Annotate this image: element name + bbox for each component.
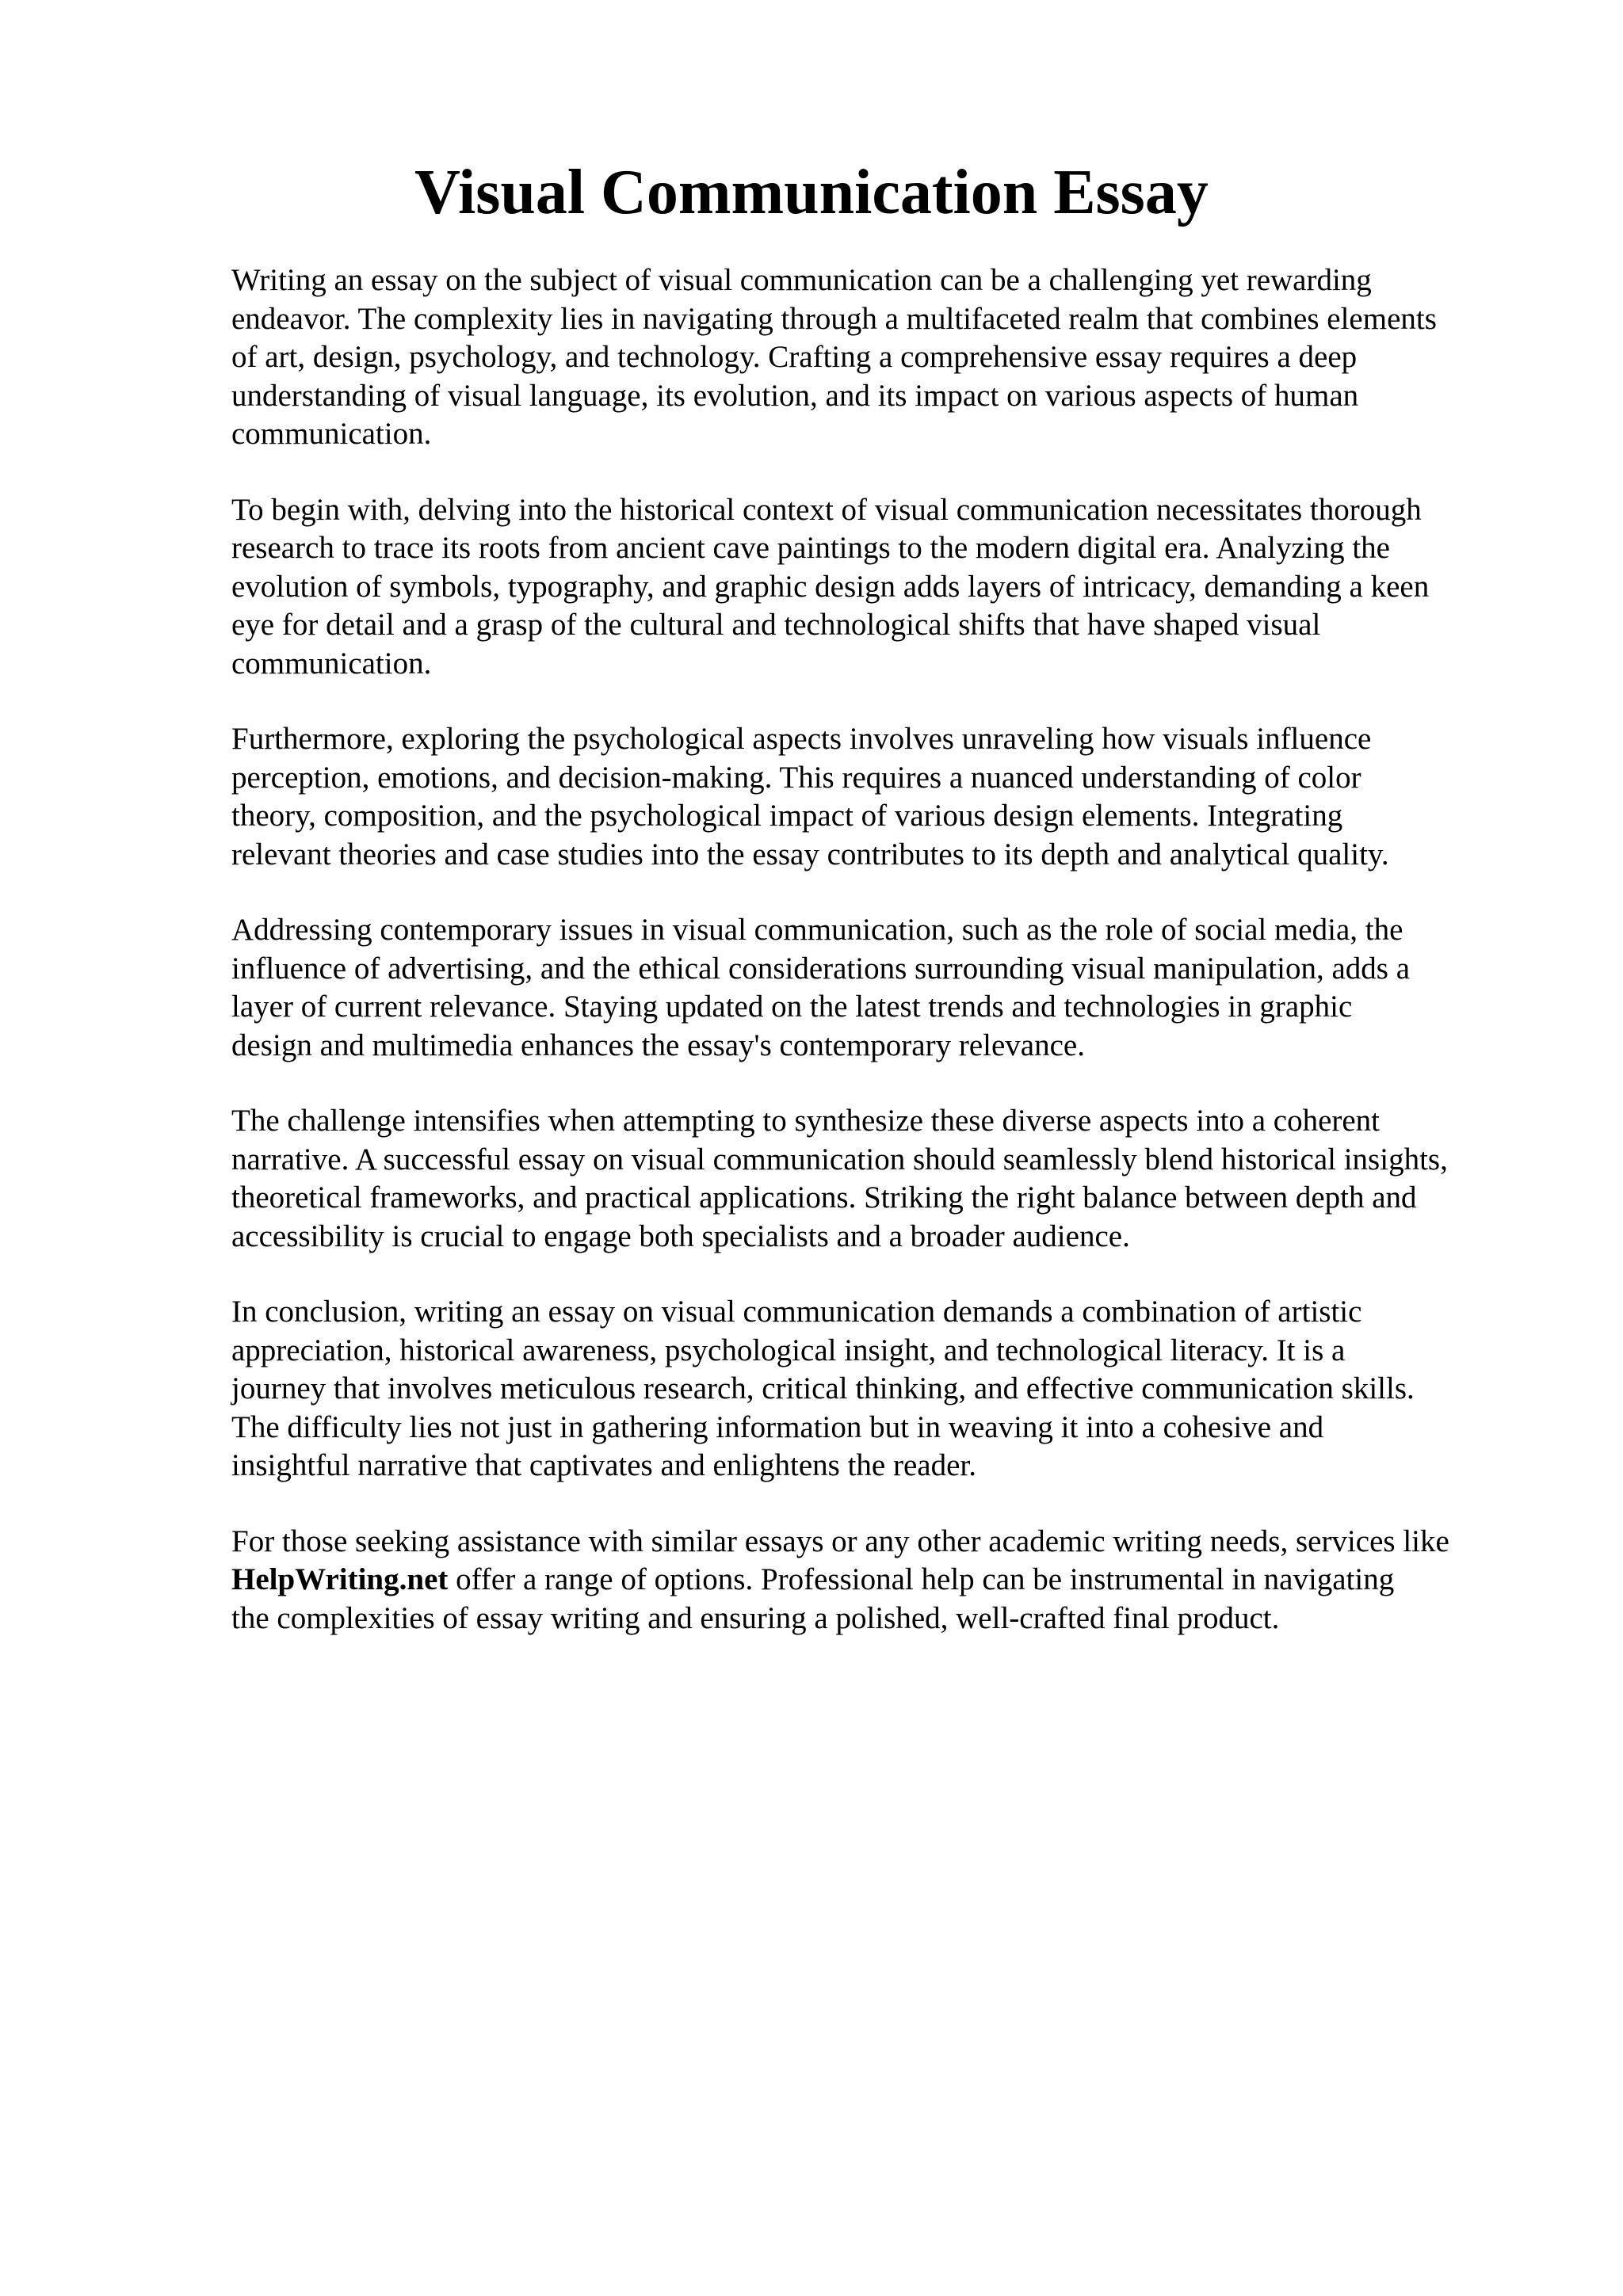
- text-line: theoretical frameworks, and practical applications. Striking the right balance between depth and: [231, 1180, 1417, 1215]
- text-line: eye for detail and a grasp of the cultural and technological shifts that have shaped visual: [231, 608, 1321, 642]
- text-line: design and multimedia enhances the essay's contemporary relevance.: [231, 1028, 1085, 1062]
- text-line: perception, emotions, and decision-making. This requires a nuanced understanding of color: [231, 760, 1361, 795]
- closing-line-2-text: offer a range of options. Professional help can be instrumental in navigating: [448, 1562, 1395, 1596]
- text-line: the complexities of essay writing and ensuring a polished, well-crafted final product.: [231, 1600, 1280, 1635]
- text-line: accessibility is crucial to engage both specialists and a broader audience.: [231, 1219, 1130, 1253]
- text-line: theory, composition, and the psychological impact of various design elements. Integrating: [231, 799, 1343, 833]
- text-line: evolution of symbols, typography, and graphic design adds layers of intricacy, demanding a keen: [231, 569, 1430, 604]
- essay-body: [231, 261, 1539, 1675]
- page-title: Visual Communication Essay: [414, 158, 1209, 227]
- text-line: To begin with, delving into the historical context of visual communication necessitates thorough: [231, 492, 1422, 527]
- text-line: journey that involves meticulous research, critical thinking, and effective communication skills.: [231, 1371, 1415, 1405]
- paragraph-2: [231, 491, 1539, 684]
- text-line: The difficulty lies not just in gathering information but in weaving it into a cohesive and: [231, 1409, 1324, 1444]
- text-line: of art, design, psychology, and technology. Crafting a comprehensive essay requires a deep: [231, 340, 1358, 374]
- text-line: endeavor. The complexity lies in navigating through a multifaceted realm that combines elements: [231, 301, 1437, 336]
- paragraph-1: [231, 261, 1539, 454]
- closing-paragraph: [231, 1523, 1539, 1638]
- text-line: For those seeking assistance with similar essays or any other academic writing needs, services like: [231, 1524, 1449, 1558]
- text-line: research to trace its roots from ancient cave paintings to the modern digital era. Analyzing the: [231, 531, 1390, 565]
- text-line: In conclusion, writing an essay on visual communication demands a combination of artistic: [231, 1295, 1362, 1329]
- text-line: Furthermore, exploring the psychological aspects involves unraveling how visuals influence: [231, 722, 1372, 756]
- paragraph-5: [231, 1102, 1539, 1256]
- text-line: communication.: [231, 417, 432, 451]
- text-line: communication.: [231, 646, 432, 681]
- text-line: layer of current relevance. Staying updated on the latest trends and technologies in graphic: [231, 990, 1353, 1024]
- paragraph-4: [231, 911, 1539, 1065]
- brand-name: HelpWriting.net: [231, 1562, 449, 1596]
- text-line: influence of advertising, and the ethical considerations surrounding visual manipulation, adds a: [231, 951, 1411, 986]
- text-line: The challenge intensifies when attempting to synthesize these diverse aspects into a coherent: [231, 1104, 1381, 1138]
- paragraph-6: [231, 1293, 1539, 1486]
- text-line: appreciation, historical awareness, psychological insight, and technological literacy. It is a: [231, 1333, 1346, 1367]
- text-line: insightful narrative that captivates and enlightens the reader.: [231, 1448, 976, 1482]
- text-line: Writing an essay on the subject of visual communication can be a challenging yet rewarding: [231, 263, 1372, 297]
- text-line: understanding of visual language, its evolution, and its impact on various aspects of human: [231, 378, 1359, 413]
- text-line: Addressing contemporary issues in visual communication, such as the role of social media, the: [231, 913, 1403, 947]
- text-line: [231, 1561, 1539, 1600]
- text-line: narrative. A successful essay on visual communication should seamlessly blend historical insights,: [231, 1142, 1448, 1177]
- text-line: relevant theories and case studies into the essay contributes to its depth and analytical quality.: [231, 837, 1389, 871]
- paragraph-3: [231, 720, 1539, 874]
